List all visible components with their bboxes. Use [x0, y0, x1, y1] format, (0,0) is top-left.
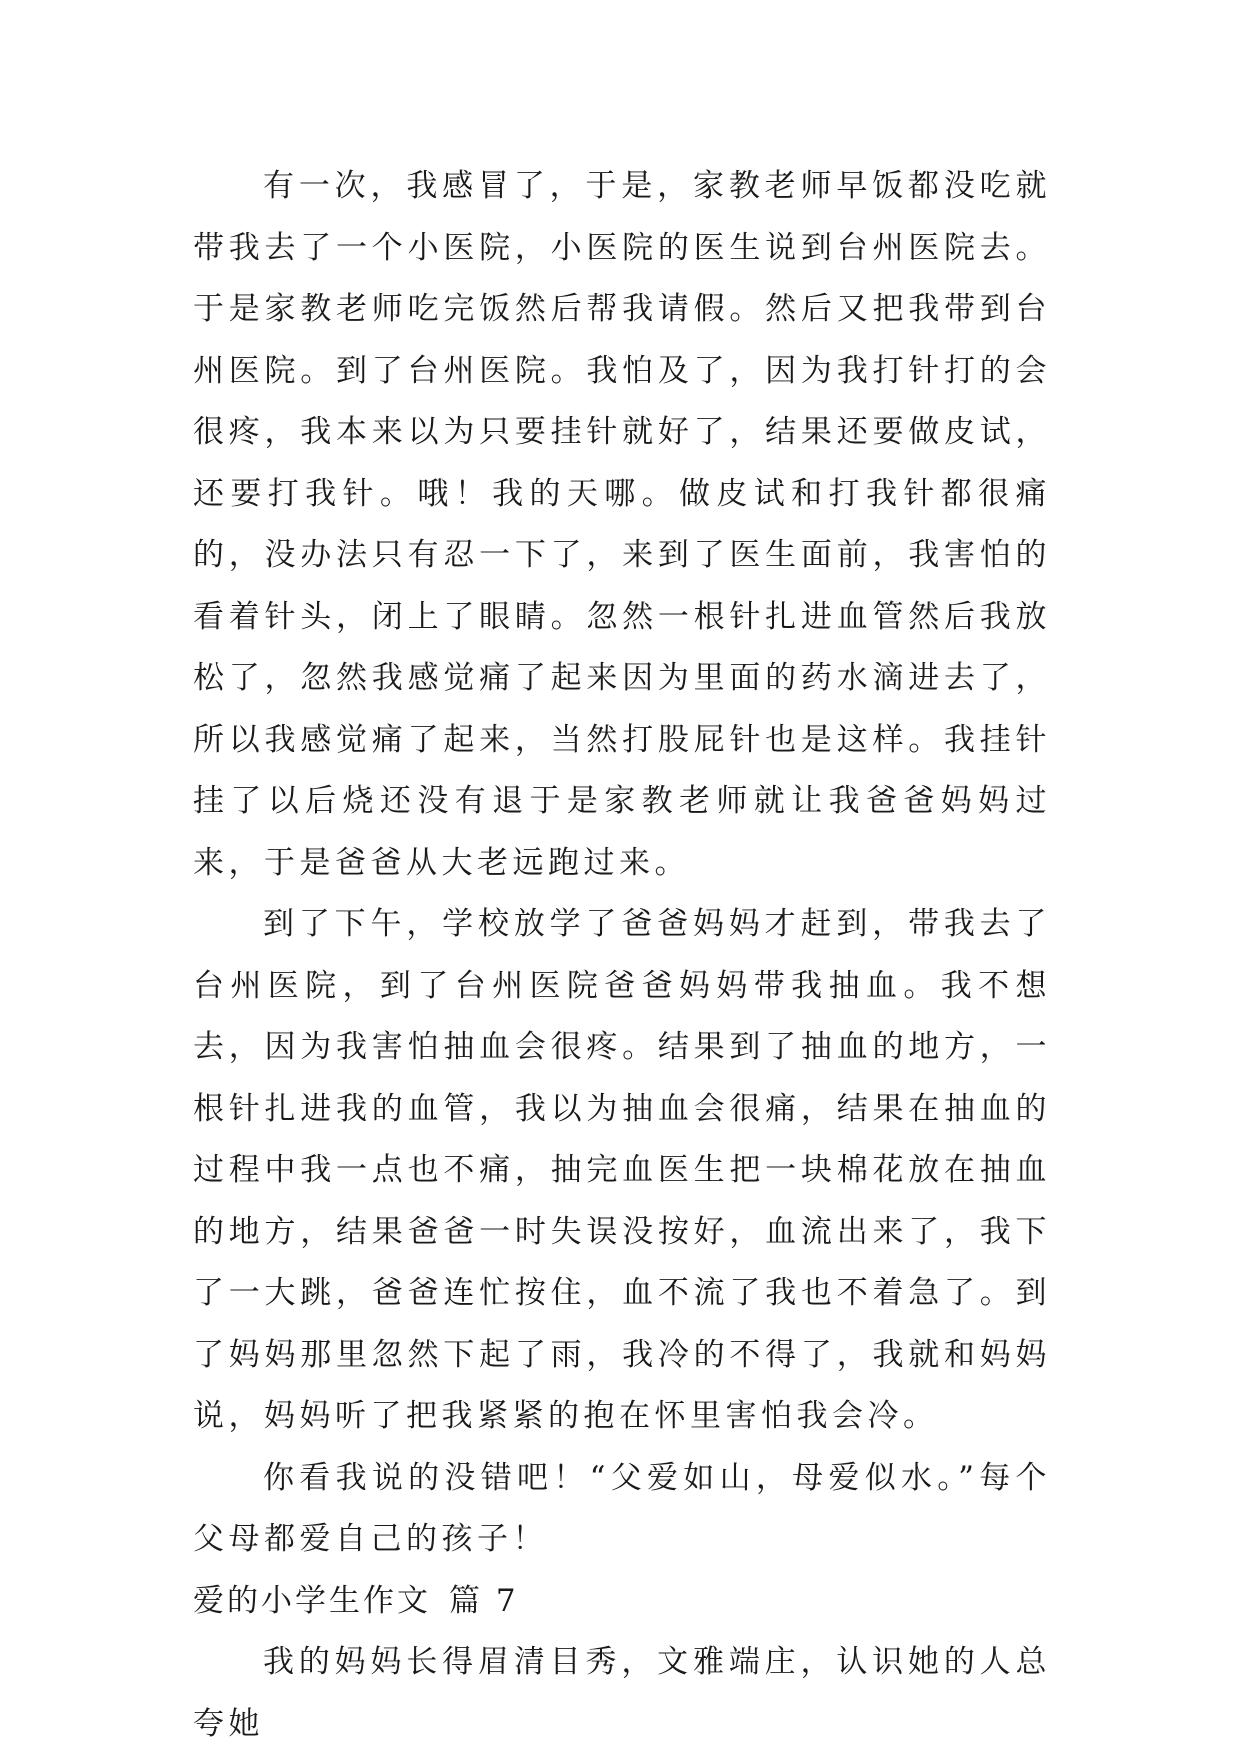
paragraph-afternoon: 到了下午，学校放学了爸爸妈妈才赶到，带我去了台州医院，到了台州医院爸爸妈妈带我抽血。我不想去，因为我害怕抽血会很疼。结果到了抽血的地方，一根针扎进我的血管，我以为抽血会很痛，结果在抽血的过程中我一点也不痛，抽完血医生把一块棉花放在抽血的地方，结果爸爸一时失误没按好，血流出来了，我下了一大跳，爸爸连忙按住，血不流了我也不着急了。到了妈妈那里忽然下起了雨，我冷的不得了，我就和妈妈说，妈妈听了把我紧紧的抱在怀里害怕我会冷。	[193, 906, 1051, 1434]
section-number: 篇 7	[449, 1582, 519, 1619]
section-heading	[193, 1571, 1051, 1633]
section-title: 爱的小学生作文	[193, 1582, 431, 1619]
document-body	[193, 156, 1051, 1755]
paragraph-sick-story: 有一次，我感冒了，于是，家教老师早饭都没吃就带我去了一个小医院，小医院的医生说到台州医院去。于是家教老师吃完饭然后帮我请假。然后又把我带到台州医院。到了台州医院。我怕及了，因为我打针打的会很疼，我本来以为只要挂针就好了，结果还要做皮试，还要打我针。哦！我的天哪。做皮试和打我针都很痛的，没办法只有忍一下了，来到了医生面前，我害怕的看着针头，闭上了眼睛。忽然一根针扎进血管然后我放松了，忽然我感觉痛了起来因为里面的药水滴进去了，所以我感觉痛了起来，当然打股屁针也是这样。我挂针挂了以后烧还没有退于是家教老师就让我爸爸妈妈过来，于是爸爸从大老远跑过来。	[193, 168, 1051, 881]
paragraph-conclusion: 你看我说的没错吧！“父爱如山，母爱似水。”每个父母都爱自己的孩子！	[193, 1459, 1051, 1557]
paragraph-mother-intro: 我的妈妈长得眉清目秀，文雅端庄，认识她的人总夸她	[193, 1644, 1051, 1742]
